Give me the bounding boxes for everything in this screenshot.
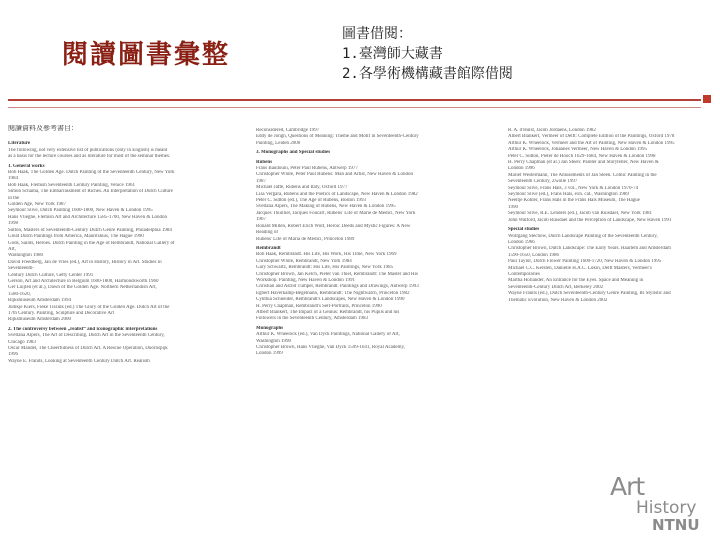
reading-list-entry: Wayne Franits (ed.), Dutch Seventeenth-Century Genre Painting, Its Stylistic and <box>508 291 671 297</box>
logo-text-ntnu: NTNU <box>652 516 700 534</box>
divider-line-thin <box>8 107 701 108</box>
reading-list-entry: in the <box>8 195 20 201</box>
divider-line <box>8 99 701 101</box>
reading-list-heading: 1. General works <box>8 163 45 169</box>
reading-list-entry: David Freedberg, Jan de Vries (ed.), Art in History, History in Art. Studies in <box>8 259 162 265</box>
reading-list-entry: Christian and Astrid Tumpel, Rembrandt. Paintings and Drawings, Antwerp 1993 <box>256 284 419 290</box>
reading-list-entry: Michael Jaffé, Rubens and Italy, Oxford 1977 <box>256 185 348 191</box>
reading-list-entry: Ger Luijten (et al.), Dawn of the Golden Age. Northern Netherlandish Art, <box>8 285 157 291</box>
reading-list-entry: Albert Blankert, The Impact of a Genius: Rembrandt, his Pupils and his <box>256 309 400 315</box>
reading-list-entry: Seymour Slive (ed.), Frans Hals, exh. cat., Washington 1989 <box>508 192 629 198</box>
reading-list-entry: Bob Haak, Flemish Seventeenth Century Painting, Venice 1961 <box>8 182 135 188</box>
reading-list-entry: Seventeenth- <box>8 266 35 272</box>
reading-list-entry: Christopher Brown, Jan Kelch, Pieter van Thiel, Rembrandt: The Master and His <box>256 271 419 277</box>
reading-list-entry: Michael C.C. Kersten, Daniëlle H.A.C. Lokin, Delft Masters, Vermeer's <box>508 265 652 271</box>
reading-list-lines <box>256 128 501 358</box>
reading-list-entry: Lisa Vergara, Rubens and the Poetics of Landscape, New Haven & London 1982 <box>256 191 418 197</box>
reading-list-entry: Gerson, Art and Architecture in Belgium 1600-1800, Harmondsworth 1960 <box>8 278 159 284</box>
reading-list-entry: Mariet Westermann, The Amusements of Jan Steen. Comic Painting in the <box>508 172 657 178</box>
reading-list-entry: 1987 <box>256 178 266 184</box>
reading-list-entry: as a basis for the lecture courses and as literature for most of the seminar themes. <box>8 154 171 160</box>
reading-list-entry: Sutton, Masters of Seventeenth-Century Dutch Genre Painting, Philadelphia 1984 <box>8 227 172 233</box>
reading-list-entry: Workshop. Painting, New Haven & London 1991 <box>256 277 356 283</box>
reading-list-entry: Egbert Haverkamp-Begemann, Rembrandt: The Nightwatch, Princeton 1982 <box>256 290 410 296</box>
reading-list-entry: Rubens' Life of Maria de Medici, Princeton 1989 <box>256 236 355 242</box>
reading-list-entry: Ronald Millen, Robert Erich Wolf, Heroic Deeds and Mystic Figures: A New <box>256 223 411 229</box>
reading-list-entry: Peter C. Sutton (ed.), The Age of Rubens, Boston 1993 <box>256 198 367 204</box>
reading-list-entry: Peter C. Sutton, Pieter de Hooch 1629-1684, New Haven & London 1998 <box>508 153 656 159</box>
reading-list-entry: Golden Age, New York 1987 <box>8 202 67 208</box>
art-history-ntnu-logo <box>606 464 716 536</box>
reading-list-entry: Seymour Slive, Dutch Painting 1600-1800, New Haven & London 1995 <box>8 208 153 214</box>
reading-list-entry: Rijksmuseum Amsterdam 2000 <box>8 317 72 323</box>
reading-list-entry: Seventeenth Century, Zwolle 1997 <box>508 179 578 185</box>
reading-list-entry: Wolfgang Stechow, Dutch Landscape Painting of the Seventeenth Century, <box>508 233 658 239</box>
scan-column-middle <box>256 128 501 358</box>
decorative-square <box>703 95 711 103</box>
reading-list-entry: Simon Schama, The Embarrassment of Riches. An Interpretation of Dutch Culture <box>8 189 173 195</box>
reading-list-entry: H. Perry Chapman, Rembrandt's Self-Portraits, Princeton 1990 <box>256 303 382 309</box>
reading-list-entry: Hans Vlieghe, Flemish Art and Architecture 1585-1700, New Haven & London <box>8 214 168 220</box>
reading-list-entry: Christopher White, Peter Paul Rubens: Man and Artist, New Haven & London <box>256 172 413 178</box>
reading-list-entry: Paul Taylor, Dutch Flower Painting 1600-1720, New Haven & London 1995 <box>508 259 662 265</box>
borrowing-note-item: 1.臺灣師大藏書 <box>342 46 443 62</box>
reading-list-entry: 17th Century. Painting, Sculpture and Decorative Art <box>8 310 115 316</box>
reading-list-entry: Christopher Brown, Hans Vlieghe, Van Dyck 1599-1641, Royal Academy, <box>256 345 405 350</box>
reading-list-entry: 1967 <box>256 217 266 223</box>
reading-list-entry: 1990 <box>508 204 518 210</box>
reading-list-entry: Christopher White, Rembrandt, New York 1984 <box>256 258 352 264</box>
reading-list-entry: 1998 <box>8 221 18 227</box>
reading-list-entry: Seventeenth-Century Dutch Art, Berkeley 2002 <box>508 284 604 290</box>
reading-list-entry: Washington 1980 <box>8 253 44 259</box>
reading-list-entry: Rijksmuseum Amsterdam 1994 <box>8 298 72 304</box>
reading-list-entry: 1580-1620, <box>8 291 31 297</box>
reading-list-heading: 3. Monographs and Special studies <box>256 150 331 156</box>
reading-list-entry: Seymour Slive, Frans Hals, 3 vol., New York & London 1970-74 <box>508 185 639 191</box>
reading-list-entry: Chicago 1983 <box>8 339 36 345</box>
reading-list-entry: The following, not very extensive list of publications (only in English) is meant <box>8 147 168 153</box>
reading-list-entry: Jacques Thuillier, Jacques Foucart, Rubens' Life of Marie de Medici, New York <box>256 210 416 216</box>
reading-list-entry: Christopher Brown, Dutch Landscape: The Early Years. Haarlem and Amsterdam <box>508 246 671 252</box>
reading-list-entry: Art, <box>8 246 16 252</box>
reading-list-entry: Oscar Mandel, The Cheerfulness of Dutch Art. A Rescue Operation, Doornspijk <box>8 346 168 351</box>
borrowing-note-heading: 圖書借閱： <box>342 26 412 42</box>
logo-text-art: Art <box>610 472 645 501</box>
reading-list-entry: London 1999 <box>256 351 283 357</box>
reading-list-entry: Albert Blankert, Vermeer of Delft: Complete Edition of the Paintings, Oxford 1978 <box>508 134 675 140</box>
reading-list-entry: Gary Schwartz, Rembrandt: His Life, His Paintings, New York 1985 <box>256 265 394 271</box>
reading-list-lines <box>8 138 251 365</box>
reading-list-entry: Reconsidered, Cambridge 1997 <box>256 128 320 133</box>
reading-list-entry: London 1966 <box>508 239 535 245</box>
reading-list-entry: Arthur K. Wheelock (ed.), Van Dyck Paintings, National Gallery of Art, <box>256 332 400 338</box>
reading-list-entry: Cynthia Schneider, Rembrandt's Landscapes, New Haven & London 1990 <box>256 297 405 303</box>
reading-list-entry: Wayne E. Franits, Looking at Seventeenth Century Dutch Art. Realism <box>8 358 150 364</box>
reading-list-entry: Martha Hollander, An Entrance for the Eyes. Space and Meaning in <box>508 278 644 284</box>
reading-list-entry: Arthur K. Wheelock, Vermeer and the Art of Painting, New Haven & London 1995 <box>508 140 675 146</box>
reading-list-heading: Literature <box>8 141 31 147</box>
borrowing-note-item: 2.各學術機構藏書館際借閱 <box>342 66 513 82</box>
reading-list-heading: Special studies <box>508 227 540 233</box>
reading-list-entry: Judikje Kiers, Fieke Tissink (ed.) The Glory of the Golden Age. Dutch Art of the <box>8 304 170 310</box>
reading-list-entry: 1590-1650, London 1986 <box>508 252 559 258</box>
logo-text-history: History <box>636 498 697 518</box>
reading-list-entry: London 1996 <box>508 166 535 172</box>
reading-list-entry: Gods, Saints, Heroes. Dutch Painting in the Age of Rembrandt, National Gallery of <box>8 240 175 246</box>
reading-list-entry: Contemporaries <box>508 271 540 277</box>
scan-column-right <box>508 128 711 304</box>
reading-list-entry: Reading of <box>256 230 279 236</box>
reading-list-entry: Svetlana Alpers, The Making of Rubens, New Haven & London 1995 <box>256 204 396 210</box>
reading-list-entry: Bob Haak, Rembrandt. His Life, His Work, His Time, New York 1969 <box>256 252 397 258</box>
slide-title: 閱讀圖書彙整 <box>62 40 231 70</box>
reading-list-entry: H. Perry Chapman (et al.) Jan Steen: Painter and Storyteller, New Haven & <box>508 160 659 166</box>
reading-list-heading: Monographs <box>256 325 284 331</box>
reading-list-entry: Thematic Evolution, New Haven & London 2002 <box>508 297 608 303</box>
reading-list-entry: Arthur K. Wheelock, Johannes Vermeer, New Haven & London 1995 <box>508 147 648 153</box>
reading-list-entry: Neeltje Köhler, Frans Hals in the Frans Hals Museum, The Hague <box>508 198 640 204</box>
reading-list-entry: Great Dutch Paintings from America, Mauritshuis, The Hague 1990 <box>8 234 144 240</box>
reading-list-entry: R. A. d'Hulst, Jacob Jordaens, London 1982 <box>508 128 596 133</box>
reading-list-lines <box>508 128 711 304</box>
reading-list-entry: 1996 <box>8 352 18 358</box>
reading-list-heading: 2. The controversy between „realist“ and iconographic interpretations <box>8 326 158 332</box>
reading-list-entry: Washington 1990 <box>256 338 292 344</box>
reading-list-caption: 閱讀資料及參考書目： <box>8 125 78 132</box>
scan-column-left <box>8 125 251 365</box>
reading-list-heading: Rubens <box>256 159 273 165</box>
reading-list-entry: Svetlana Alpers, The Art of Describing. Dutch Art in the Seventeenth Century, <box>8 333 165 339</box>
reading-list-entry: John Walford, Jacob Ruisdael and the Perception of Landscape, New Haven 1991 <box>508 217 672 223</box>
borrowing-note <box>342 24 513 84</box>
reading-list-entry: Frans Baudouin, Peter Paul Rubens, Antwerp 1977 <box>256 166 358 172</box>
reading-list-entry: Century Dutch Culture, Getty Center 1991 <box>8 272 94 278</box>
reading-list-entry: Followers in the Seventeenth Century, Amsterdam 1983 <box>256 316 369 322</box>
reading-list-entry: 1984 <box>8 176 18 182</box>
reading-list-entry: Painting, Leiden 2000 <box>256 140 301 146</box>
reading-list-entry: Bob Haak, The Golden Age. Dutch Painting of the Seventeenth Century, New York <box>8 170 175 176</box>
reading-list-heading: Rembrandt <box>256 245 281 251</box>
reading-list-entry: Seymour Slive, R.E. Lenders (ed.), Jacob van Ruisdael, New York 1981 <box>508 211 653 217</box>
reading-list-entry: Eddy de Jongh, Questions of Meaning: Theme and Motif in Seventeenth-Century <box>256 134 419 140</box>
